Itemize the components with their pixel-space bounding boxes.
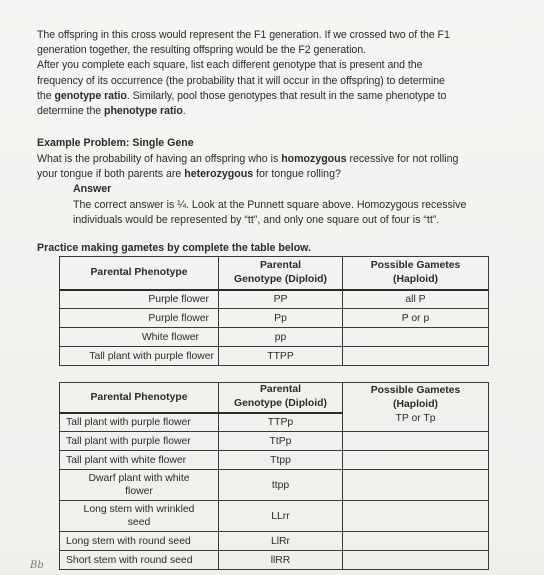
gametes-cell[interactable] <box>343 328 489 347</box>
header-gametes: Possible Gametes (Haploid) <box>343 257 489 290</box>
practice-heading: Practice making gametes by complete the table below. <box>37 242 311 254</box>
phenotype-cell: Tall plant with white flower <box>60 451 219 470</box>
gametes-cell[interactable]: all P <box>343 290 489 309</box>
gametes-cell[interactable]: P or p <box>343 309 489 328</box>
header-genotype: Parental Genotype (Diploid) <box>219 257 343 290</box>
table-header-row <box>60 383 489 413</box>
example-question: What is the probability of having an offspring who is homozygous recessive for not rolling your tongue if both parents are heterozygous for tongue rolling? <box>37 153 459 181</box>
table-header-row <box>60 257 489 290</box>
gametes-cell[interactable] <box>343 501 489 532</box>
table-row <box>60 347 489 366</box>
intro-line: the genotype ratio. Similarly, pool those genotypes that result in the same phenotype to <box>37 89 447 102</box>
header-gametes: Possible Gametes (Haploid) TP or Tp <box>343 383 489 432</box>
phenotype-cell: Long stem with wrinkled seed <box>60 501 219 532</box>
genotype-cell: Pp <box>219 309 343 328</box>
genotype-cell: LlRr <box>219 532 343 551</box>
table-row <box>60 290 489 309</box>
answer-label: Answer <box>73 183 112 195</box>
phenotype-cell: White flower <box>60 328 219 347</box>
gametes-answer: TP or Tp <box>395 413 436 424</box>
genotype-cell: ttpp <box>219 470 343 501</box>
gametes-cell[interactable] <box>343 532 489 551</box>
header-genotype: Parental Genotype (Diploid) <box>219 383 343 413</box>
table-row <box>60 432 489 451</box>
phenotype-cell: Tall plant with purple flower <box>60 432 219 451</box>
phenotype-cell: Tall plant with purple flower <box>60 413 219 432</box>
intro-line: determine the phenotype ratio. <box>37 105 186 118</box>
intro-line: The offspring in this cross would represent the F1 generation. If we crossed two of the F1 <box>37 29 450 41</box>
table-row <box>60 501 489 532</box>
table-row <box>60 309 489 328</box>
genotype-cell: TtPp <box>219 432 343 451</box>
genotype-cell: LLrr <box>219 501 343 532</box>
table-row <box>60 532 489 551</box>
phenotype-cell: Long stem with round seed <box>60 532 219 551</box>
gametes-cell[interactable] <box>343 470 489 501</box>
gametes-table-2 <box>59 382 489 570</box>
table-row <box>60 470 489 501</box>
genotype-cell: TTPp <box>219 413 343 432</box>
genotype-cell: pp <box>219 328 343 347</box>
table-row <box>60 551 489 570</box>
margin-note: Bb <box>30 560 44 571</box>
phenotype-ratio-term: phenotype ratio <box>104 105 183 118</box>
header-phenotype: Parental Phenotype <box>60 257 219 290</box>
genotype-cell: PP <box>219 290 343 309</box>
answer-text: The correct answer is ¼. Look at the Punnett square above. Homozygous recessive individuals would be represented by “tt”, and only one square out of four is “tt”. <box>73 199 467 227</box>
phenotype-cell: Dwarf plant with white flower <box>60 470 219 501</box>
intro-line: After you complete each square, list each different genotype that is present and the <box>37 59 423 72</box>
intro-paragraph <box>37 28 507 119</box>
phenotype-cell: Purple flower <box>60 290 219 309</box>
phenotype-cell: Purple flower <box>60 309 219 328</box>
example-heading: Example Problem: Single Gene <box>37 137 194 149</box>
header-phenotype: Parental Phenotype <box>60 383 219 413</box>
gametes-cell[interactable] <box>343 551 489 570</box>
intro-line: generation together, the resulting offspring would be the F2 generation. <box>37 44 366 57</box>
genotype-cell: TTPP <box>219 347 343 366</box>
table-row <box>60 451 489 470</box>
gametes-cell[interactable] <box>343 347 489 366</box>
genotype-cell: Ttpp <box>219 451 343 470</box>
gametes-cell[interactable] <box>343 432 489 451</box>
gametes-cell[interactable] <box>343 451 489 470</box>
phenotype-cell: Short stem with round seed <box>60 551 219 570</box>
table-row <box>60 328 489 347</box>
phenotype-cell: Tall plant with purple flower <box>60 347 219 366</box>
genotype-ratio-term: genotype ratio <box>54 89 127 102</box>
gametes-table-1 <box>59 256 489 366</box>
genotype-cell: llRR <box>219 551 343 570</box>
intro-line: frequency of its occurrence (the probability that it will occur in the offspring) to determine <box>37 74 445 87</box>
